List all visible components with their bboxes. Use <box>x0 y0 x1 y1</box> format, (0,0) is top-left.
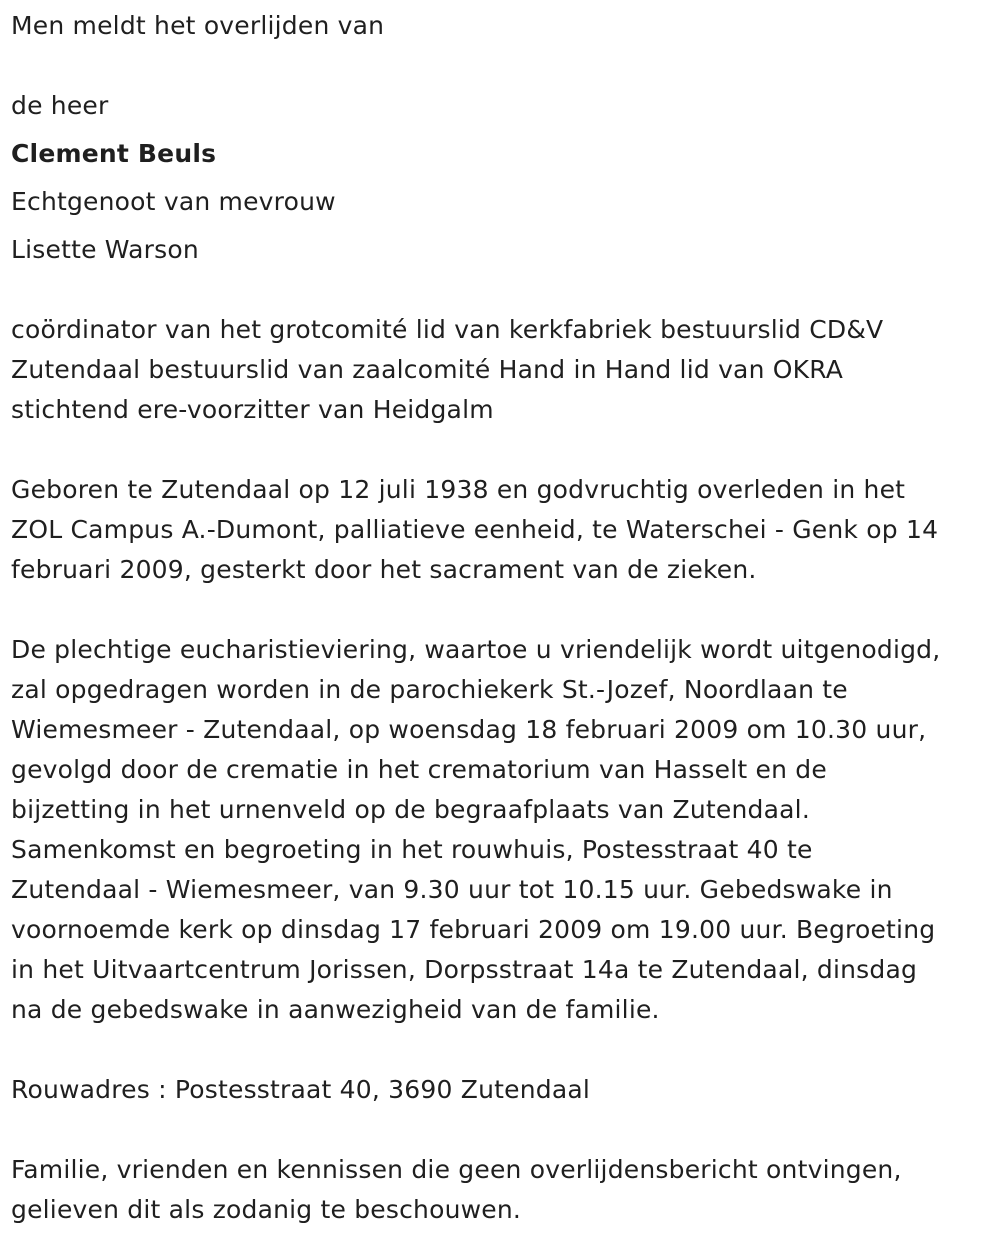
closing-line: gelieven dit als zodanig te beschouwen. <box>11 1195 522 1224</box>
roles-line: coördinator van het grotcomité lid van kerkfabriek bestuurslid CD&V <box>11 315 884 344</box>
birth-death-line: februari 2009, gesterkt door het sacrament van de zieken. <box>11 555 757 584</box>
birth-death-line: ZOL Campus A.-Dumont, palliatieve eenheid, te Waterschei - Genk op 14 <box>11 515 939 544</box>
ceremony-line: Samenkomst en begroeting in het rouwhuis, Postesstraat 40 te <box>11 835 813 864</box>
closing-line: Familie, vrienden en kennissen die geen overlijdensbericht ontvingen, <box>11 1155 902 1184</box>
ceremony-line: gevolgd door de crematie in het crematorium van Hasselt en de <box>11 755 827 784</box>
ceremony-line: De plechtige eucharistieviering, waartoe u vriendelijk wordt uitgenodigd, <box>11 635 941 664</box>
roles-line: stichtend ere-voorzitter van Heidgalm <box>11 395 494 424</box>
spouse-label: Echtgenoot van mevrouw <box>11 187 336 216</box>
deceased-name: Clement Beuls <box>11 139 217 168</box>
birth-death-line: Geboren te Zutendaal op 12 juli 1938 en godvruchtig overleden in het <box>11 475 906 504</box>
ceremony-line: Wiemesmeer - Zutendaal, op woensdag 18 februari 2009 om 10.30 uur, <box>11 715 927 744</box>
ceremony-line: bijzetting in het urnenveld op de begraafplaats van Zutendaal. <box>11 795 810 824</box>
ceremony-line: in het Uitvaartcentrum Jorissen, Dorpsstraat 14a te Zutendaal, dinsdag <box>11 955 918 984</box>
mourning-address: Rouwadres : Postesstraat 40, 3690 Zutendaal <box>11 1075 591 1104</box>
title-prefix: de heer <box>11 91 109 120</box>
ceremony-line: voornoemde kerk op dinsdag 17 februari 2009 om 19.00 uur. Begroeting <box>11 915 936 944</box>
ceremony-line: Zutendaal - Wiemesmeer, van 9.30 uur tot 10.15 uur. Gebedswake in <box>11 875 893 904</box>
roles-line: Zutendaal bestuurslid van zaalcomité Hand in Hand lid van OKRA <box>11 355 844 384</box>
spouse-name: Lisette Warson <box>11 235 199 264</box>
ceremony-line: zal opgedragen worden in de parochiekerk St.-Jozef, Noordlaan te <box>11 675 848 704</box>
ceremony-line: na de gebedswake in aanwezigheid van de familie. <box>11 995 660 1024</box>
intro-text: Men meldt het overlijden van <box>11 11 385 40</box>
